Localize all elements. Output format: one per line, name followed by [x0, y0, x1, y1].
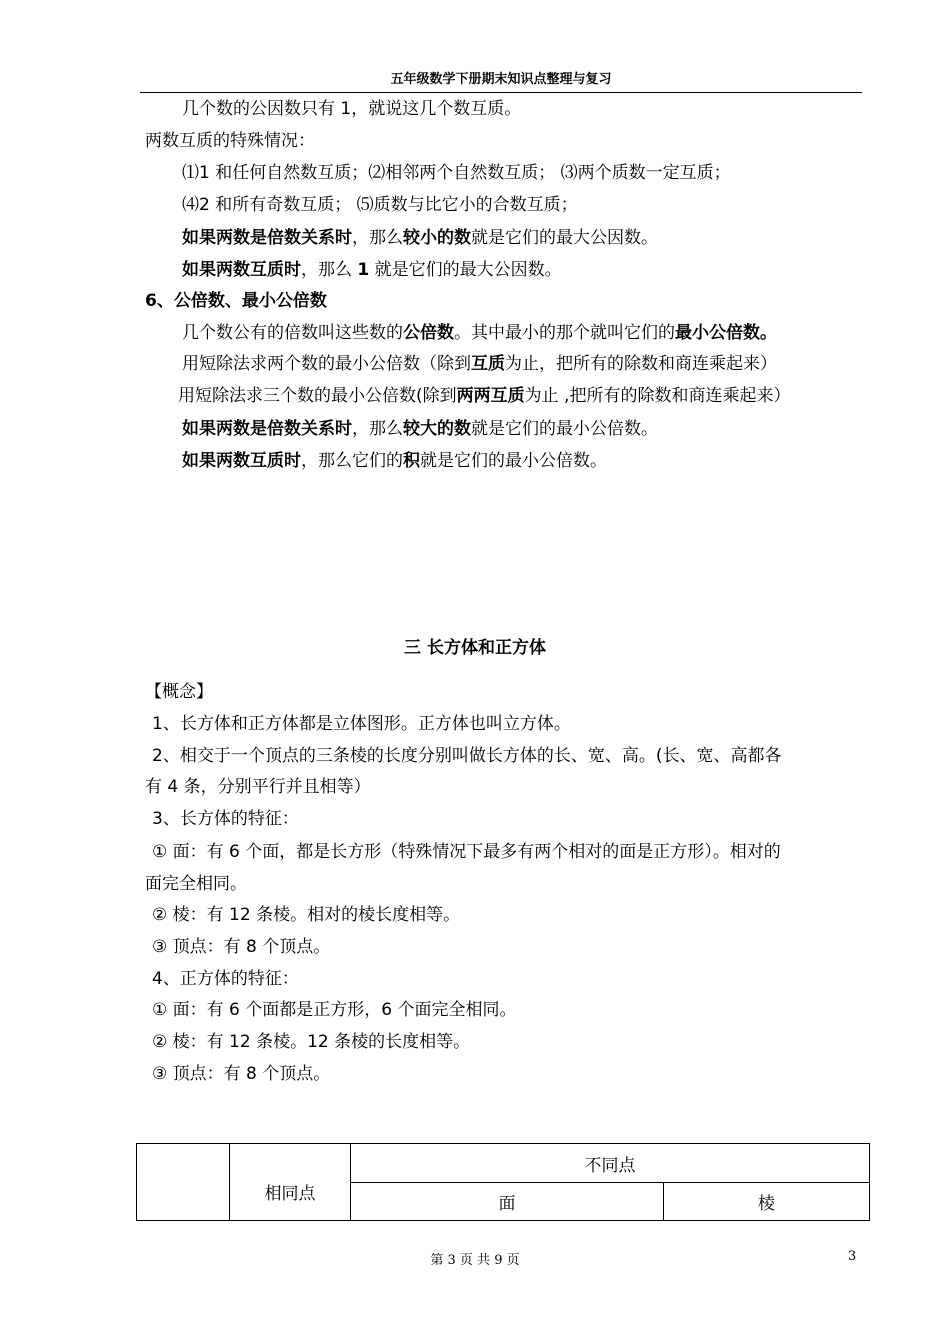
cuboid-features-heading: 3、长方体的特征： — [152, 809, 299, 829]
gcd-coprime-rule-key: 1 — [357, 260, 370, 280]
cube-vertex: ③ 顶点：有 8 个顶点。 — [152, 1064, 331, 1084]
coprime-cases-line-2: ⑷2 和所有奇数互质； ⑸质数与比它小的合数互质； — [182, 195, 578, 215]
concept-heading: 【概念】 — [145, 682, 213, 702]
lcm-two-key: 互质 — [471, 354, 505, 374]
lcm-multiple-rule-connector: ，那么 — [352, 419, 403, 439]
lcm-coprime-rule-connector: ，那么它们的 — [301, 451, 403, 471]
lcm-three-numbers — [178, 385, 790, 407]
cube-features-heading: 4、正方体的特征： — [152, 969, 299, 989]
lcm-heading: 6、公倍数、最小公倍数 — [145, 291, 327, 311]
cube-edge: ② 棱：有 12 条棱。12 条棱的长度相等。 — [152, 1032, 471, 1052]
cube-face: ① 面：有 6 个面都是正方形，6 个面完全相同。 — [152, 1000, 517, 1020]
lcm-multiple-rule — [182, 418, 658, 440]
lcm-definition-part: 几个数公有的倍数叫这些数的 — [182, 323, 403, 343]
cuboid-face-line-1: ① 面：有 6 个面，都是长方形（特殊情况下最多有两个相对的面是正方形）。相对的 — [152, 842, 781, 862]
section-title: 三 长方体和正方体 — [404, 638, 546, 658]
gcd-multiple-rule-key: 较小的数 — [403, 228, 471, 248]
lcm-definition — [182, 322, 777, 344]
coprime-special-title: 两数互质的特殊情况： — [145, 131, 315, 151]
table-header-same: 相同点 — [230, 1144, 351, 1221]
page-header-title: 五年级数学下册期末知识点整理与复习 — [390, 72, 612, 87]
page-header — [140, 70, 862, 93]
lcm-coprime-rule-key: 积 — [403, 451, 420, 471]
page-footer: 第 3 页 共 9 页 — [430, 1253, 520, 1268]
comparison-table — [136, 1143, 870, 1221]
table-header-face: 面 — [351, 1183, 664, 1221]
gcd-coprime-rule-result: 就是它们的最大公因数。 — [369, 260, 562, 280]
lcm-two-numbers — [182, 353, 777, 375]
lcm-definition-term: 最小公倍数。 — [675, 323, 777, 343]
gcd-coprime-rule-condition: 如果两数互质时 — [182, 260, 301, 280]
coprime-cases-line-1: ⑴1 和任何自然数互质；⑵相邻两个自然数互质； ⑶两个质数一定互质； — [182, 163, 731, 183]
gcd-multiple-rule-result: 就是它们的最大公因数。 — [471, 228, 658, 248]
table-header-different: 不同点 — [351, 1144, 870, 1183]
lcm-three-part: 用短除法求三个数的最小公倍数(除到 — [178, 386, 457, 406]
concept-item-2-line-1: 2、相交于一个顶点的三条棱的长度分别叫做长方体的长、宽、高。(长、宽、高都各 — [152, 746, 782, 766]
lcm-three-key: 两两互质 — [456, 386, 525, 406]
gcd-coprime-rule — [182, 259, 562, 281]
gcd-multiple-rule-condition: 如果两数是倍数关系时 — [182, 228, 352, 248]
lcm-coprime-rule — [182, 450, 607, 472]
lcm-two-part: 用短除法求两个数的最小公倍数（除到 — [182, 354, 471, 374]
lcm-multiple-rule-condition: 如果两数是倍数关系时 — [182, 419, 352, 439]
lcm-three-part: 为止 ,把所有的除数和商连乘起来） — [524, 386, 791, 406]
table-blank-cell — [137, 1144, 230, 1221]
cuboid-vertex: ③ 顶点：有 8 个顶点。 — [152, 937, 331, 957]
gcd-coprime-rule-connector: ，那么 — [301, 260, 358, 280]
lcm-multiple-rule-key: 较大的数 — [403, 419, 471, 439]
table-header-edge: 棱 — [664, 1183, 870, 1221]
lcm-definition-term: 公倍数 — [403, 323, 454, 343]
concept-item-1: 1、长方体和正方体都是立体图形。正方体也叫立方体。 — [152, 714, 571, 734]
cuboid-face-line-2: 面完全相同。 — [145, 874, 247, 894]
lcm-definition-part: 。其中最小的那个就叫它们的 — [454, 323, 675, 343]
lcm-two-part: 为止，把所有的除数和商连乘起来） — [505, 354, 777, 374]
concept-item-2-line-2: 有 4 条，分别平行并且相等） — [145, 777, 371, 797]
page-number: 3 — [848, 1249, 857, 1264]
lcm-multiple-rule-result: 就是它们的最小公倍数。 — [471, 419, 658, 439]
lcm-coprime-rule-condition: 如果两数互质时 — [182, 451, 301, 471]
lcm-coprime-rule-result: 就是它们的最小公倍数。 — [420, 451, 607, 471]
coprime-definition: 几个数的公因数只有 1，就说这几个数互质。 — [182, 99, 522, 119]
gcd-multiple-rule — [182, 227, 658, 249]
gcd-multiple-rule-connector: ，那么 — [352, 228, 403, 248]
cuboid-edge: ② 棱：有 12 条棱。相对的棱长度相等。 — [152, 905, 461, 925]
